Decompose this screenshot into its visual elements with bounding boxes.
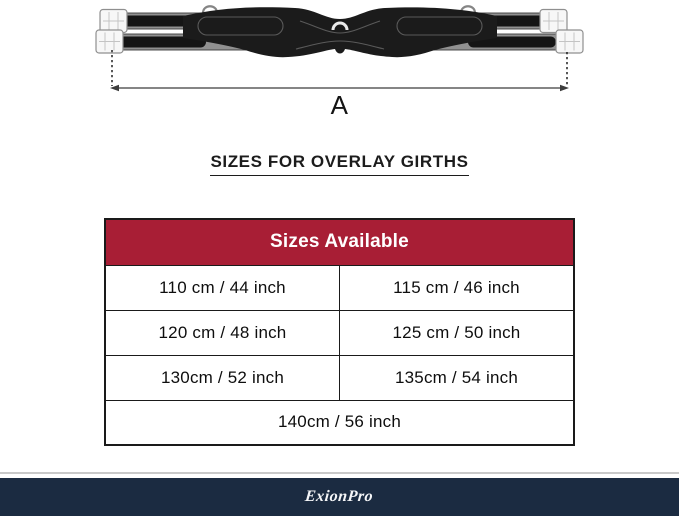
page-title: SIZES FOR OVERLAY GIRTHS (0, 152, 679, 176)
size-cell: 140cm / 56 inch (105, 400, 574, 445)
footer-divider (0, 472, 679, 474)
table-row (105, 400, 574, 445)
size-cell: 125 cm / 50 inch (340, 310, 575, 355)
size-cell: 135cm / 54 inch (340, 355, 575, 400)
brand-logo: ExionPro (304, 488, 375, 505)
size-cell: 120 cm / 48 inch (105, 310, 340, 355)
table-row (105, 355, 574, 400)
sizes-table (104, 218, 575, 446)
table-row (105, 265, 574, 310)
table-header-cell: Sizes Available (105, 219, 574, 265)
size-cell: 110 cm / 44 inch (105, 265, 340, 310)
dimension-label-a: A (330, 90, 349, 120)
dimension-line (110, 50, 569, 91)
footer-bar (0, 478, 679, 516)
size-cell: 115 cm / 46 inch (340, 265, 575, 310)
table-row (105, 310, 574, 355)
size-cell: 130cm / 52 inch (105, 355, 340, 400)
table-header-row (105, 219, 574, 265)
